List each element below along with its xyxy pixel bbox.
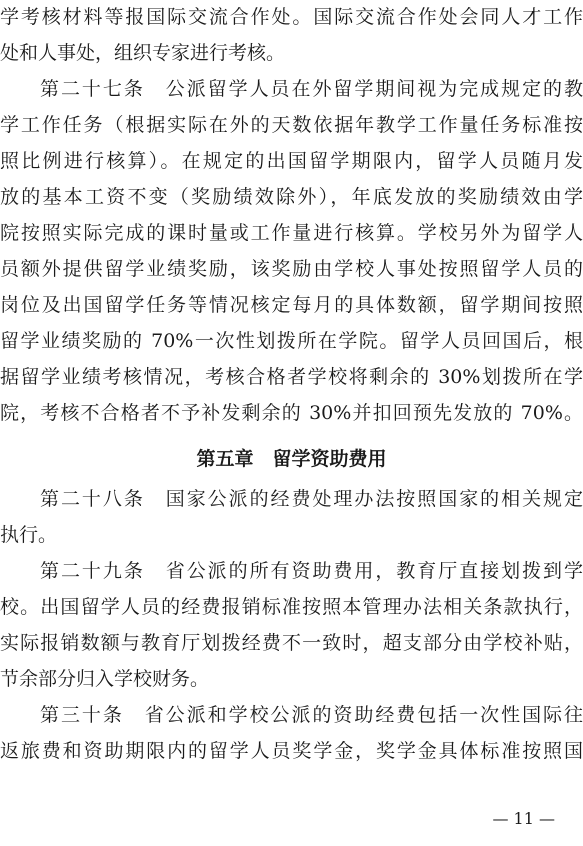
text-line bbox=[0, 182, 583, 212]
text-line bbox=[0, 592, 583, 622]
text-line bbox=[0, 628, 583, 658]
text-line bbox=[0, 290, 583, 320]
text-line bbox=[0, 254, 583, 284]
text-line-content: 留学业绩奖励的 70%一次性划拨所在学院。留学人员回国后，根 bbox=[0, 330, 583, 352]
text-line bbox=[0, 218, 583, 248]
text-line-content: 节余部分归入学校财务。 bbox=[0, 668, 210, 690]
text-line-content: 院，考核不合格者不予补发剩余的 30%并扣回预先发放的 70%。 bbox=[0, 402, 583, 424]
text-line-content: 第二十八条 国家公派的经费处理办法按照国家的相关规定 bbox=[40, 488, 583, 510]
text-line-content: 院按照实际完成的课时量或工作量进行核算。学校另外为留学人 bbox=[0, 222, 583, 244]
text-line bbox=[0, 520, 583, 550]
article-30-first-line bbox=[40, 700, 583, 730]
article-27-first-line bbox=[40, 74, 583, 104]
text-line-content: 放的基本工资不变（奖励绩效除外），年底发放的奖励绩效由学 bbox=[0, 186, 583, 208]
text-line-content: 学工作任务（根据实际在外的天数依据年教学工作量任务标准按 bbox=[0, 114, 583, 136]
article-28-first-line bbox=[40, 484, 583, 514]
text-line-content: 校。出国留学人员的经费报销标准按照本管理办法相关条款执行， bbox=[0, 596, 583, 618]
text-line-content: 员额外提供留学业绩奖励，该奖励由学校人事处按照留学人员的 bbox=[0, 258, 583, 280]
text-line bbox=[0, 2, 583, 32]
text-line-content: 据留学业绩考核情况，考核合格者学校将剩余的 30%划拨所在学 bbox=[0, 366, 583, 388]
text-line-content: 第二十七条 公派留学人员在外留学期间视为完成规定的教 bbox=[40, 78, 583, 100]
text-line bbox=[0, 398, 583, 428]
text-line bbox=[0, 736, 583, 766]
text-line bbox=[0, 146, 583, 176]
text-line-content: 第二十九条 省公派的所有资助费用，教育厅直接划拨到学 bbox=[40, 560, 583, 582]
text-line-content: 执行。 bbox=[0, 524, 58, 546]
text-line bbox=[0, 38, 583, 68]
text-line-content: 返旅费和资助期限内的留学人员奖学金，奖学金具体标准按照国 bbox=[0, 740, 583, 762]
text-line-content: 岗位及出国留学任务等情况核定每月的具体数额，留学期间按照 bbox=[0, 294, 583, 316]
text-line-content: 学考核材料等报国际交流合作处。国际交流合作处会同人才工作 bbox=[0, 6, 583, 28]
chapter-title: 第五章 留学资助费用 bbox=[196, 448, 387, 470]
text-line-content: 照比例进行核算）。在规定的出国留学期限内，留学人员随月发 bbox=[0, 150, 583, 172]
article-29-first-line bbox=[40, 556, 583, 586]
text-line-content: 实际报销数额与教育厅划拨经费不一致时，超支部分由学校补贴， bbox=[0, 632, 583, 654]
page-number: — 11 — bbox=[492, 809, 555, 828]
text-line bbox=[0, 362, 583, 392]
text-line bbox=[0, 326, 583, 356]
text-line bbox=[0, 664, 583, 694]
text-line-content: 处和人事处，组织专家进行考核。 bbox=[0, 42, 286, 64]
text-line-content: 第三十条 省公派和学校公派的资助经费包括一次性国际往 bbox=[40, 704, 583, 726]
text-line bbox=[0, 110, 583, 140]
